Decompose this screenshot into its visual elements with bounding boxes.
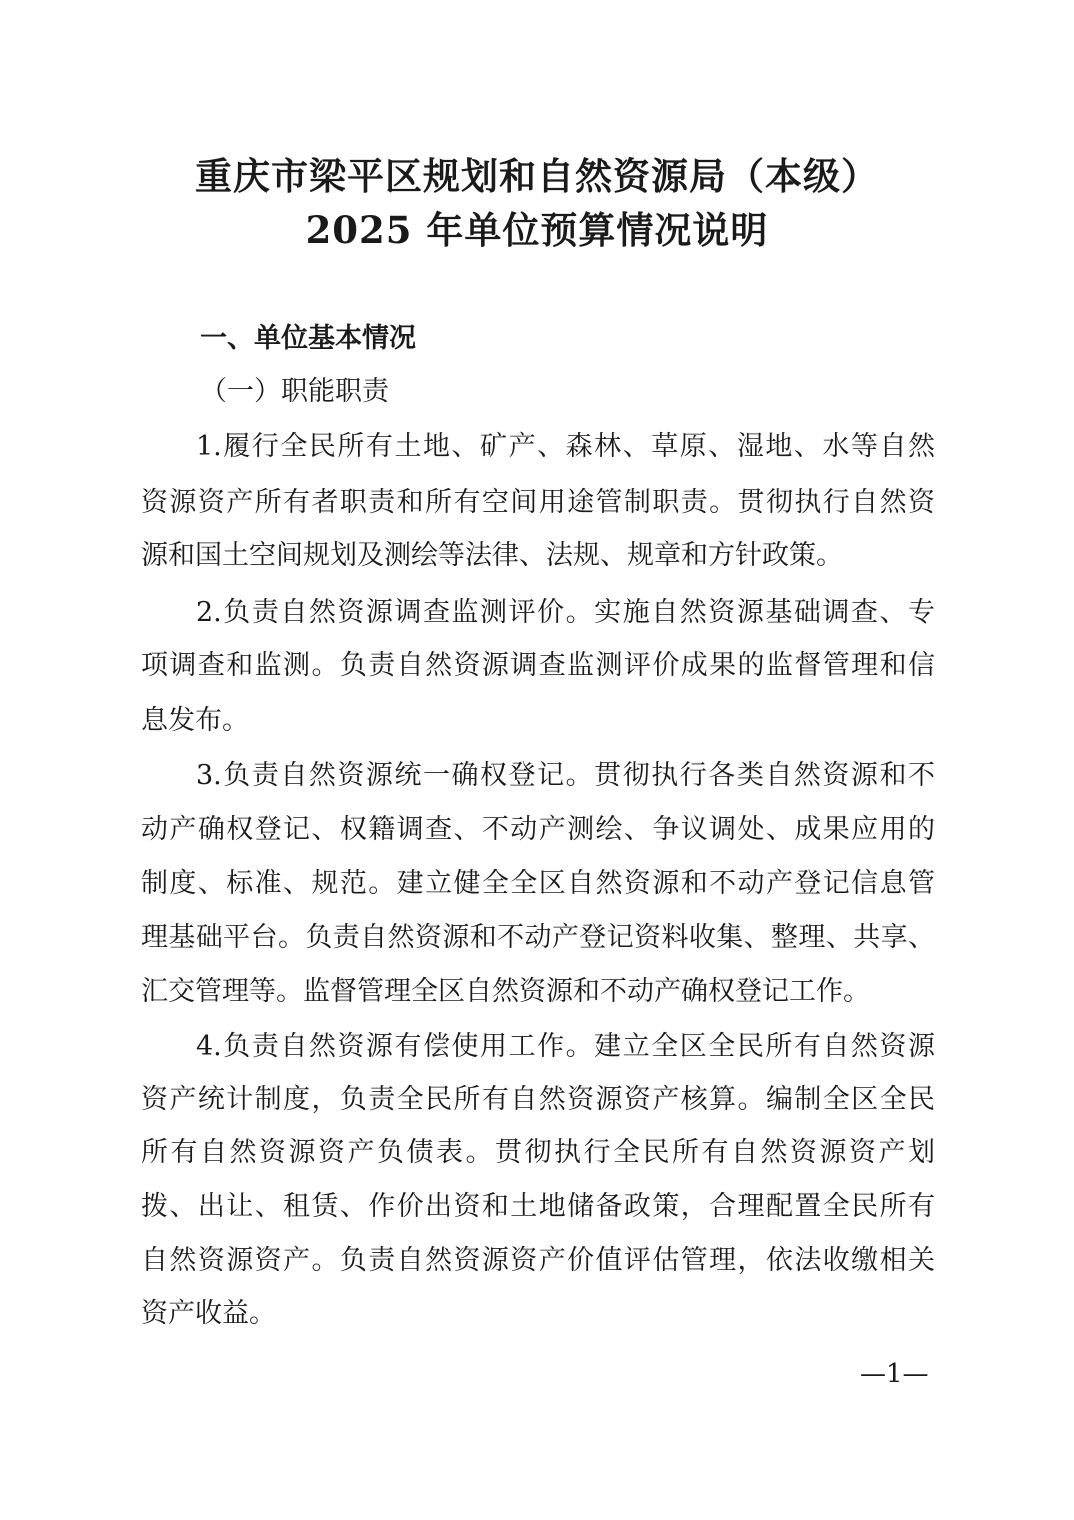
paragraph-line: 所有自然资源资产负债表。贯彻执行全民所有自然资源资产划 bbox=[141, 1137, 935, 1168]
paragraph-line: 1.履行全民所有土地、矿产、森林、草原、湿地、水等自然 bbox=[196, 431, 935, 462]
section-heading: 一、单位基本情况 bbox=[200, 323, 416, 354]
paragraph-line: 资源资产所有者职责和所有空间用途管制职责。贯彻执行自然资 bbox=[141, 487, 935, 518]
paragraph-line: 4.负责自然资源有偿使用工作。建立全区全民所有自然资源 bbox=[196, 1031, 935, 1062]
paragraph-line: 项调查和监测。负责自然资源调查监测评价成果的监督管理和信 bbox=[141, 650, 935, 681]
paragraph-line: 自然资源资产。负责自然资源资产价值评估管理，依法收缴相关 bbox=[141, 1245, 935, 1276]
paragraph-line: 拨、出让、租赁、作价出资和土地储备政策，合理配置全民所有 bbox=[141, 1191, 935, 1222]
paragraph-line: 汇交管理等。监督管理全区自然资源和不动产确权登记工作。 bbox=[141, 976, 870, 1007]
paragraph-line: 2.负责自然资源调查监测评价。实施自然资源基础调查、专 bbox=[196, 597, 935, 628]
paragraph-line: 3.负责自然资源统一确权登记。贯彻执行各类自然资源和不 bbox=[196, 760, 935, 791]
page-number: —1— bbox=[860, 1359, 929, 1389]
paragraph-line: 理基础平台。负责自然资源和不动产登记资料收集、整理、共享、 bbox=[141, 922, 935, 953]
subsection-heading: （一）职能职责 bbox=[200, 376, 389, 407]
paragraph-line: 动产确权登记、权籍调查、不动产测绘、争议调处、成果应用的 bbox=[141, 814, 935, 845]
paragraph-line: 资产收益。 bbox=[141, 1298, 276, 1329]
paragraph-line: 息发布。 bbox=[141, 705, 249, 736]
document-title-line-2: 2025 年单位预算情况说明 bbox=[305, 208, 769, 252]
paragraph-line: 源和国土空间规划及测绘等法律、法规、规章和方针政策。 bbox=[141, 540, 843, 571]
document-title-line-1: 重庆市梁平区规划和自然资源局（本级） bbox=[195, 154, 879, 198]
paragraph-line: 制度、标准、规范。建立健全全区自然资源和不动产登记信息管 bbox=[141, 868, 935, 899]
paragraph-line: 资产统计制度，负责全民所有自然资源资产核算。编制全区全民 bbox=[141, 1084, 935, 1115]
